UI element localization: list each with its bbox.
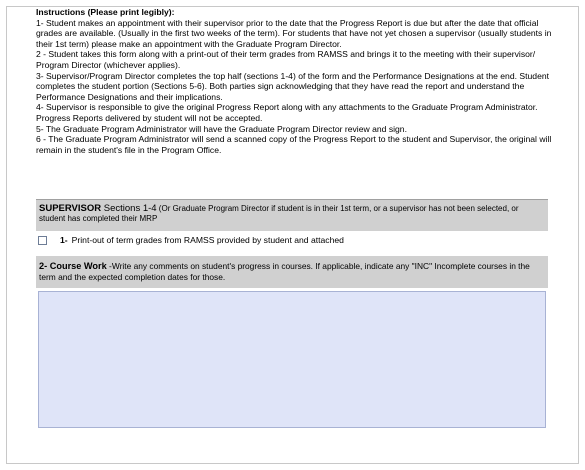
instruction-line: their 1st term) please make an appointment with the Graduate Program Director. [36, 38, 342, 49]
instruction-line: 3- Supervisor/Program Director completes the top half (sections 1-4) of the form and the Performance Designations at the end. Student [36, 70, 550, 81]
instruction-line: Program Director (whichever applies). [36, 59, 181, 70]
instruction-line: completes the student portion (Sections 5-6). Both parties sign acknowledging that they have read the report and understand the [36, 81, 525, 92]
grades-printout-row [38, 234, 344, 246]
instruction-line: grades are available. (Usually in the first two weeks of the term). For students that have not yet chosen a supervisor (usually students in [36, 28, 552, 39]
coursework-section-header [36, 256, 548, 288]
instruction-line: 5- The Graduate Program Administrator will have the Graduate Program Director review and sign. [36, 123, 407, 134]
supervisor-label: SUPERVISOR [39, 203, 102, 214]
instruction-line: Progress Reports delivered by student will not be accepted. [36, 112, 263, 123]
instruction-line: 4- Supervisor is responsible to give the original Progress Report along with any attachments to the Graduate Program Administrator. [36, 102, 538, 113]
coursework-instruction: -Write any comments on student's progress in courses. If applicable, indicate any "INC" Incomplete courses in the term and the expected completion dates for those. [39, 261, 530, 282]
instruction-line: Performance Designations and their implications. [36, 91, 223, 102]
instruction-line: 1- Student makes an appointment with their supervisor prior to the date that the Progress Report is due but after the date that official [36, 17, 539, 28]
instruction-line: remain in the student's file in the Program Office. [36, 144, 222, 155]
instructions-heading: Instructions (Please print legibly): [36, 7, 175, 17]
coursework-title: 2- Course Work [39, 261, 107, 271]
supervisor-note: (Or Graduate Program Director if student is in their 1st term, or a supervisor has not been selected, or student has completed their MRP [39, 204, 519, 223]
instructions-block [36, 7, 556, 155]
instruction-line: 2 - Student takes this form along with a print-out of their term grades from RAMSS and brings it to the meeting with their supervisor/ [36, 49, 536, 60]
supervisor-section-header [36, 199, 548, 231]
grades-printout-checkbox[interactable] [38, 236, 47, 245]
instruction-line: 6 - The Graduate Program Administrator will send a scanned copy of the Progress Report to the student and Supervisor, the original will [36, 134, 552, 145]
coursework-comments-field[interactable] [38, 291, 546, 428]
checkbox-item-number: 1- [60, 235, 68, 245]
checkbox-item-label: Print-out of term grades from RAMSS provided by student and attached [71, 235, 344, 245]
supervisor-sections-label: Sections 1-4 [101, 203, 157, 214]
